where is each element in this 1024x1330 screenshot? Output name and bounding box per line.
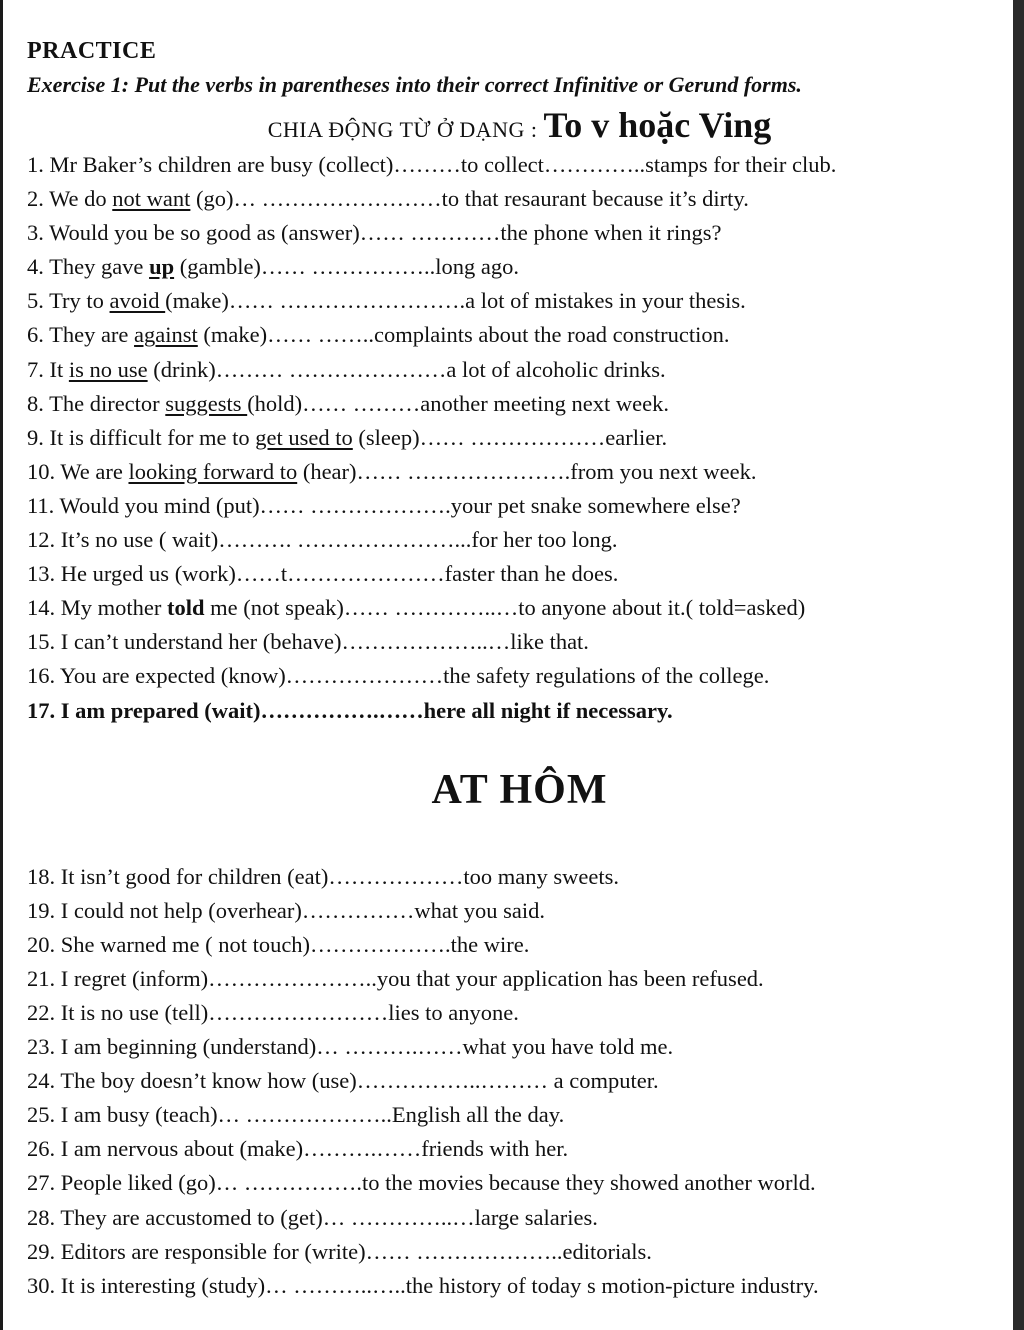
worksheet-page [27, 34, 1012, 1303]
exercise-item [27, 455, 1012, 489]
item-text: suggests [165, 390, 248, 416]
item-text: looking forward to [128, 458, 298, 484]
exercise-item [27, 1098, 1012, 1132]
item-text: 5. Try to [27, 288, 110, 314]
item-text: 25. I am busy (teach)… ………………..English all the day. [27, 1102, 565, 1128]
item-text: told [167, 595, 205, 621]
exercise-list-1 [27, 148, 1012, 728]
exercise-item [27, 694, 1012, 728]
item-text: 11. Would you mind (put)…… ……………….your pet snake somewhere else? [27, 492, 741, 518]
item-text: 13. He urged us (work)……t…………………faster than he does. [27, 561, 619, 587]
item-text: me (not speak)…… …………..…to anyone about it.( told=asked) [204, 595, 806, 621]
item-text: 7. It [27, 356, 69, 382]
item-text: 21. I regret (inform)…………………..you that your application has been refused. [27, 965, 764, 991]
item-text: 19. I could not help (overhear)……………what you said. [27, 897, 546, 923]
item-text: 28. They are accustomed to (get)… …………..…large salaries. [27, 1204, 598, 1230]
left-border [0, 0, 3, 1330]
item-text: 22. It is no use (tell)……………………lies to anyone. [27, 999, 519, 1025]
exercise-item [27, 557, 1012, 591]
exercise-item [27, 894, 1012, 928]
item-text: 4. They gave [27, 254, 150, 280]
item-text: get used to [255, 424, 353, 450]
exercise-item [27, 1235, 1012, 1269]
exercise-item [27, 318, 1012, 352]
exercise-item [27, 182, 1012, 216]
item-text: against [134, 322, 198, 348]
subtitle-big: To v hoặc Ving [543, 105, 772, 145]
exercise-item [27, 1132, 1012, 1166]
exercise-item [27, 659, 1012, 693]
item-text: 14. My mother [27, 595, 167, 621]
item-text: 12. It’s no use ( wait)………. …………………...for her too long. [27, 527, 618, 553]
exercise-item [27, 625, 1012, 659]
item-text: 8. The director [27, 390, 166, 416]
exercise-item [27, 928, 1012, 962]
item-text: 2. We do [27, 186, 113, 212]
exercise-item [27, 962, 1012, 996]
item-text: (make)…… ……..complaints about the road construction. [197, 322, 730, 348]
item-text: (gamble)…… ……………..long ago. [174, 254, 520, 280]
item-text: (hold)…… ………another meeting next week. [247, 390, 669, 416]
item-text: (make)…… …………………….a lot of mistakes in your thesis. [165, 288, 746, 314]
item-text: (sleep)…… ………………earlier. [352, 424, 668, 450]
item-text: (drink)……… …………………a lot of alcoholic drinks. [147, 356, 666, 382]
exercise-item [27, 1201, 1012, 1235]
exercise-item [27, 1166, 1012, 1200]
item-text: 29. Editors are responsible for (write)…… ………………..editorials. [27, 1238, 652, 1264]
item-text: up [149, 254, 175, 280]
exercise-item [27, 353, 1012, 387]
item-text: is no use [68, 356, 148, 382]
exercise-item [27, 860, 1012, 894]
exercise-item [27, 489, 1012, 523]
item-text: 27. People liked (go)… …………….to the movies because they showed another world. [27, 1170, 816, 1196]
item-text: (hear)…… ………………….from you next week. [297, 458, 757, 484]
exercise-item [27, 250, 1012, 284]
section-title: AT HÔM [431, 766, 608, 813]
exercise-item [27, 1064, 1012, 1098]
exercise-item [27, 591, 1012, 625]
practice-heading: PRACTICE [27, 38, 157, 64]
exercise-list-2 [27, 860, 1012, 1303]
item-text: 3. Would you be so good as (answer)…… …………the phone when it rings? [27, 220, 722, 246]
item-text: 26. I am nervous about (make)……….……friends with her. [27, 1136, 569, 1162]
item-text: 18. It isn’t good for children (eat)………………too many sweets. [27, 863, 619, 889]
right-border [1013, 0, 1024, 1330]
item-text: 9. It is difficult for me to [27, 424, 256, 450]
item-text: avoid [109, 288, 166, 314]
exercise-item [27, 1030, 1012, 1064]
subtitle [27, 102, 1012, 148]
exercise-item [27, 284, 1012, 318]
item-text: 6. They are [27, 322, 135, 348]
exercise-item [27, 421, 1012, 455]
item-text: 17. I am prepared (wait)…………….……here all night if necessary. [27, 697, 673, 723]
item-text: (go)… ……………………to that resaurant because it’s dirty. [190, 186, 749, 212]
item-text: 16. You are expected (know)…………………the safety regulations of the college. [27, 663, 770, 689]
exercise-item [27, 523, 1012, 557]
exercise-item [27, 216, 1012, 250]
exercise-item [27, 387, 1012, 421]
exercise-item [27, 148, 1012, 182]
item-text: not want [112, 186, 191, 212]
exercise-item [27, 1269, 1012, 1303]
item-text: 20. She warned me ( not touch)……………….the wire. [27, 931, 530, 957]
item-text: 10. We are [27, 458, 129, 484]
subtitle-small: CHIA ĐỘNG TỪ Ở DẠNG : [267, 117, 544, 142]
item-text: 30. It is interesting (study)… ………..…..the history of today s motion-picture industry. [27, 1272, 819, 1298]
exercise-title: Exercise 1: Put the verbs in parentheses into their correct Infinitive or Gerund forms. [27, 72, 802, 97]
item-text: 1. Mr Baker’s children are busy (collect)………to collect…………..stamps for their club. [27, 152, 837, 177]
item-text: 23. I am beginning (understand)… ……….……what you have told me. [27, 1034, 674, 1060]
exercise-item [27, 996, 1012, 1030]
item-text: 24. The boy doesn’t know how (use)……………..……… a computer. [27, 1068, 659, 1094]
item-text: 15. I can’t understand her (behave)………………..…like that. [27, 629, 589, 655]
